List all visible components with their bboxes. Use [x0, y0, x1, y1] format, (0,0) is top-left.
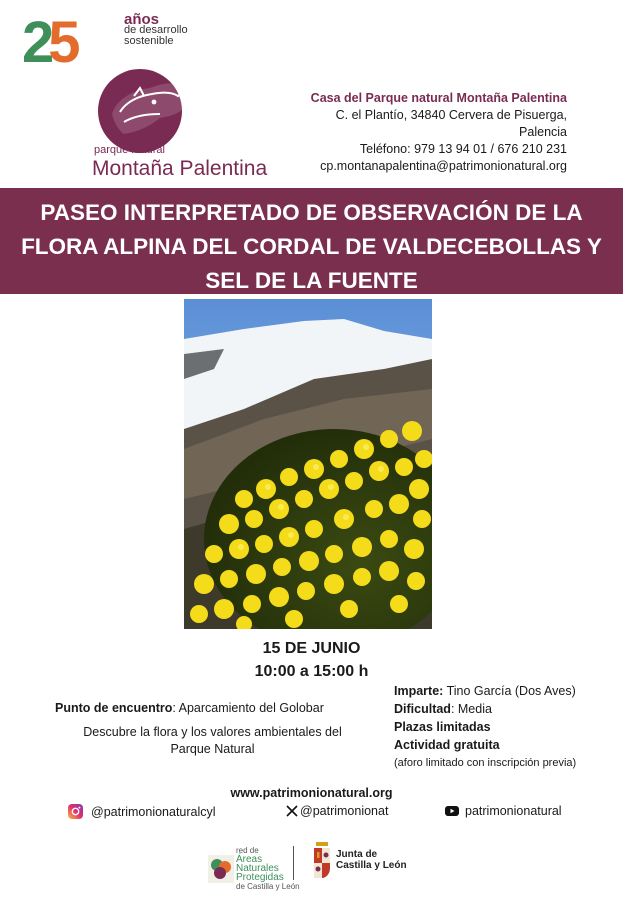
x-handle: @patrimonionat — [300, 804, 389, 818]
anniversary-text: años de desarrollo sostenible — [124, 11, 188, 47]
contact-email[interactable]: cp.montanapalentina@patrimonionatural.org — [320, 159, 567, 173]
dificultad-row: Dificultad: Media — [394, 702, 492, 716]
meeting-label: Punto de encuentro — [55, 701, 173, 715]
plazas-row: Plazas limitadas — [394, 720, 491, 734]
logo-name: Montaña Palentina — [92, 157, 268, 180]
coat-of-arms-icon — [312, 840, 332, 880]
event-date: 15 DE JUNIO — [262, 640, 361, 657]
alpine-flower-photo — [184, 299, 432, 629]
junta-text: Junta de Castilla y León — [336, 849, 407, 871]
logo-parque-natural: parque natural — [94, 144, 165, 156]
natural-areas-icon — [208, 855, 234, 883]
event-details — [394, 682, 576, 772]
bear-icon — [94, 56, 204, 156]
anniversary-number: 25 — [22, 10, 75, 75]
event-time: 10:00 a 15:00 h — [254, 663, 369, 680]
footer-divider — [293, 846, 294, 880]
gratuita-row: Actividad gratuita — [394, 738, 500, 752]
event-title: PASEO INTERPRETADO DE OBSERVACIÓN DE LA FLORA ALPINA DEL CORDAL DE VALDECEBOLLAS Y SEL DE LA FUENTE — [21, 200, 602, 293]
contact-block — [277, 90, 567, 175]
imparte-row: Imparte: Tino García (Dos Aves) — [394, 684, 576, 698]
website-link[interactable]: www.patrimonionatural.org — [230, 786, 393, 800]
park-logo — [22, 10, 272, 184]
youtube-link[interactable] — [445, 804, 562, 818]
instagram-link[interactable] — [68, 804, 216, 819]
event-description: Descubre la flora y los valores ambientales del Parque Natural — [83, 725, 342, 756]
red-areas-naturales-logo — [208, 846, 300, 891]
contact-phone[interactable]: Teléfono: 979 13 94 01 / 676 210 231 — [359, 142, 567, 156]
x-link[interactable] — [286, 804, 388, 818]
red-areas-text: red de Áreas Naturales Protegidas de Castilla y León — [236, 846, 300, 891]
meeting-point — [55, 701, 324, 715]
junta-logo — [312, 840, 407, 880]
x-icon — [286, 805, 298, 817]
contact-city: Palencia — [519, 125, 567, 139]
event-datetime — [0, 637, 623, 683]
contact-title: Casa del Parque natural Montaña Palentina — [310, 91, 567, 105]
contact-address: C. el Plantío, 34840 Cervera de Pisuerga, — [335, 108, 567, 122]
meeting-value: : Aparcamiento del Golobar — [172, 701, 324, 715]
instagram-icon — [68, 804, 83, 819]
youtube-icon — [445, 806, 459, 816]
youtube-handle: patrimonionatural — [465, 804, 562, 818]
instagram-handle: @patrimonionaturalcyl — [91, 804, 216, 819]
aforo-note: (aforo limitado con inscripción previa) — [394, 757, 577, 769]
